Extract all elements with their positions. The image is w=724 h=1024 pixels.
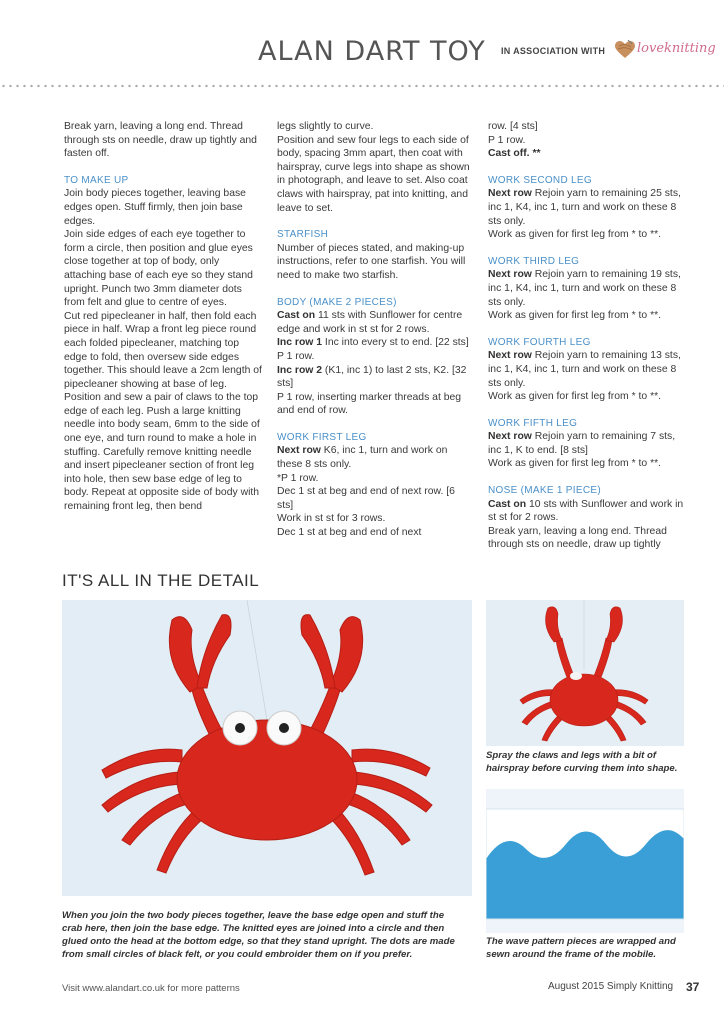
bold-term: Inc row 1 xyxy=(277,337,323,349)
heading-third-leg: WORK THIRD LEG xyxy=(488,255,580,267)
loveknitting-logo: loveknitting xyxy=(637,41,716,56)
instruction: Dec 1 st at beg and end of next row. [6 sts] xyxy=(277,486,455,511)
instruction: Work as given for first leg from * to **. xyxy=(488,229,662,241)
crab-main-photo xyxy=(62,600,472,896)
paragraph: Cut red pipecleaner in half, then fold each piece in half. Wrap a front leg piece round each folded pipecleaner, matching top edge to fold, then oversew side edges together. This should leave a 2cm length of pipecleaner showing at base of leg. Position and sew a pair of claws to the top edge of each leg. Push a large knitting needle into body seam, 6mm to the side of one eye, and turn round to make a hole in stuffing. Carefully remove knitting needle and insert pipecleaner section of front leg into hole, then sew base edge of leg to body. Repeat at opposite side of body with remaining front leg, then bend xyxy=(64,310,262,513)
heading-to-make-up: TO MAKE UP xyxy=(64,174,129,186)
instruction-text: Rejoin yarn to remaining 19 sts, inc 1, K4, inc 1, turn and work on these 8 sts only. xyxy=(488,269,681,308)
paragraph: Join side edges of each eye together to form a circle, then position and glue eyes close together at top of body, only attaching base of each eye so they stand upright. Punch two 3mm diameter dots from felt and glue to centre of eyes. xyxy=(64,229,253,309)
instruction xyxy=(488,349,684,390)
instruction xyxy=(488,147,684,161)
heading-fourth-leg: WORK FOURTH LEG xyxy=(488,336,591,348)
instruction xyxy=(277,444,473,471)
page-number: 37 xyxy=(686,980,700,994)
instruction: Dec 1 st at beg and end of next xyxy=(277,527,422,539)
paragraph: Break yarn, leaving a long end. Thread through sts on needle, draw up tightly and fasten off. xyxy=(64,121,257,160)
bold-term: Next row xyxy=(488,431,532,443)
instruction: Work in st st for 3 rows. xyxy=(277,513,386,525)
wave-pattern-photo xyxy=(486,789,684,933)
bold-term: Inc row 2 xyxy=(277,364,323,376)
association-label: IN ASSOCIATION WITH xyxy=(501,46,606,56)
instruction xyxy=(488,498,684,525)
instruction-text: 10 sts with Sunflower and work in st st for 2 rows. xyxy=(488,498,684,524)
instruction: Work as given for first leg from * to **. xyxy=(488,310,662,322)
bold-term: Next row xyxy=(488,350,532,362)
instruction: *P 1 row. xyxy=(277,472,319,484)
heading-nose: NOSE (MAKE 1 PIECE) xyxy=(488,485,601,497)
bold-term: Cast on xyxy=(488,498,527,510)
crab-illustration xyxy=(62,600,472,896)
wave-photo-caption: The wave pattern pieces are wrapped and sewn around the frame of the mobile. xyxy=(486,936,676,960)
text-column-3 xyxy=(488,120,684,552)
heading-second-leg: WORK SECOND LEG xyxy=(488,174,592,186)
magazine-section-title: ALAN DART TOY xyxy=(258,36,486,67)
paragraph: Position and sew four legs to each side of body, spacing 3mm apart, then coat with hairspray, curve legs into shape as shown in photograph, and leave to set. Also coat claws with hairspray, pat into knitting, and leave to set. xyxy=(277,134,470,214)
heading-body: BODY (MAKE 2 PIECES) xyxy=(277,296,397,308)
instruction-text: Rejoin yarn to remaining 7 sts, inc 1, K to end. [8 sts] xyxy=(488,431,676,456)
text-column-1 xyxy=(64,120,264,514)
bold-term: Cast on xyxy=(277,310,316,322)
wave-knit-illustration xyxy=(486,789,684,933)
instruction: P 1 row, inserting marker threads at beg and end of row. xyxy=(277,391,462,417)
instruction-text: (K1, inc 1) to last 2 sts, K2. [32 sts] xyxy=(277,364,467,390)
instruction: row. [4 sts] xyxy=(488,121,538,132)
dotted-divider xyxy=(0,84,724,88)
instruction xyxy=(488,187,684,228)
bold-term: Next row xyxy=(277,445,321,457)
footer-issue: August 2015 Simply Knitting xyxy=(548,981,674,992)
paragraph: Number of pieces stated, and making-up instructions, refer to one starfish. You will need to make two starfish. xyxy=(277,242,466,281)
yarn-heart-icon xyxy=(614,40,636,60)
heading-first-leg: WORK FIRST LEG xyxy=(277,431,367,443)
instruction xyxy=(277,336,473,350)
instruction-text: Rejoin yarn to remaining 25 sts, inc 1, K4, inc 1, turn and work on these 8 sts only. xyxy=(488,188,681,227)
small-photo-1-caption: Spray the claws and legs with a bit of hairspray before curving them into shape. xyxy=(486,750,678,774)
instruction-text: Inc into every st to end. [22 sts] xyxy=(322,337,469,349)
detail-section-title: IT'S ALL IN THE DETAIL xyxy=(62,571,260,590)
instruction-text: 11 sts with Sunflower for centre edge and work in st st for 2 rows. xyxy=(277,310,463,335)
paragraph: legs slightly to curve. xyxy=(277,121,374,132)
instruction xyxy=(488,430,684,457)
paragraph: Join body pieces together, leaving base edges open. Stuff firmly, then join base edges. xyxy=(64,188,246,227)
heading-starfish: STARFISH xyxy=(277,229,329,241)
instruction xyxy=(277,309,473,336)
instruction: P 1 row. xyxy=(488,134,526,146)
instruction xyxy=(488,268,684,309)
heading-fifth-leg: WORK FIFTH LEG xyxy=(488,417,578,429)
crab-small-illustration xyxy=(486,600,684,746)
main-photo-caption: When you join the two body pieces together, leave the base edge open and stuff the crab here, then join the base edge. The knitted eyes are joined into a circle and then glued onto the head at the bottom edge, so that they stand upright. The dots are made from small circles of black felt, or you could embroider them on if you prefer. xyxy=(62,910,455,960)
bold-term: Cast off. ** xyxy=(488,148,541,160)
instruction-text: K6, inc 1, turn and work on these 8 sts only. xyxy=(277,445,448,471)
instruction: P 1 row. xyxy=(277,350,315,362)
text-column-2 xyxy=(277,120,473,540)
crab-small-photo xyxy=(486,600,684,746)
instruction: Break yarn, leaving a long end. Thread through sts on needle, draw up tightly xyxy=(488,525,667,551)
bold-term: Next row xyxy=(488,269,532,281)
instruction xyxy=(277,364,473,391)
instruction: Work as given for first leg from * to **. xyxy=(488,391,662,403)
instruction-text: Rejoin yarn to remaining 13 sts, inc 1, K4, inc 1, turn and work on these 8 sts only. xyxy=(488,350,681,389)
bold-term: Next row xyxy=(488,188,532,200)
instruction: Work as given for first leg from * to **. xyxy=(488,458,662,470)
footer-website: Visit www.alandart.co.uk for more patterns xyxy=(62,983,240,994)
